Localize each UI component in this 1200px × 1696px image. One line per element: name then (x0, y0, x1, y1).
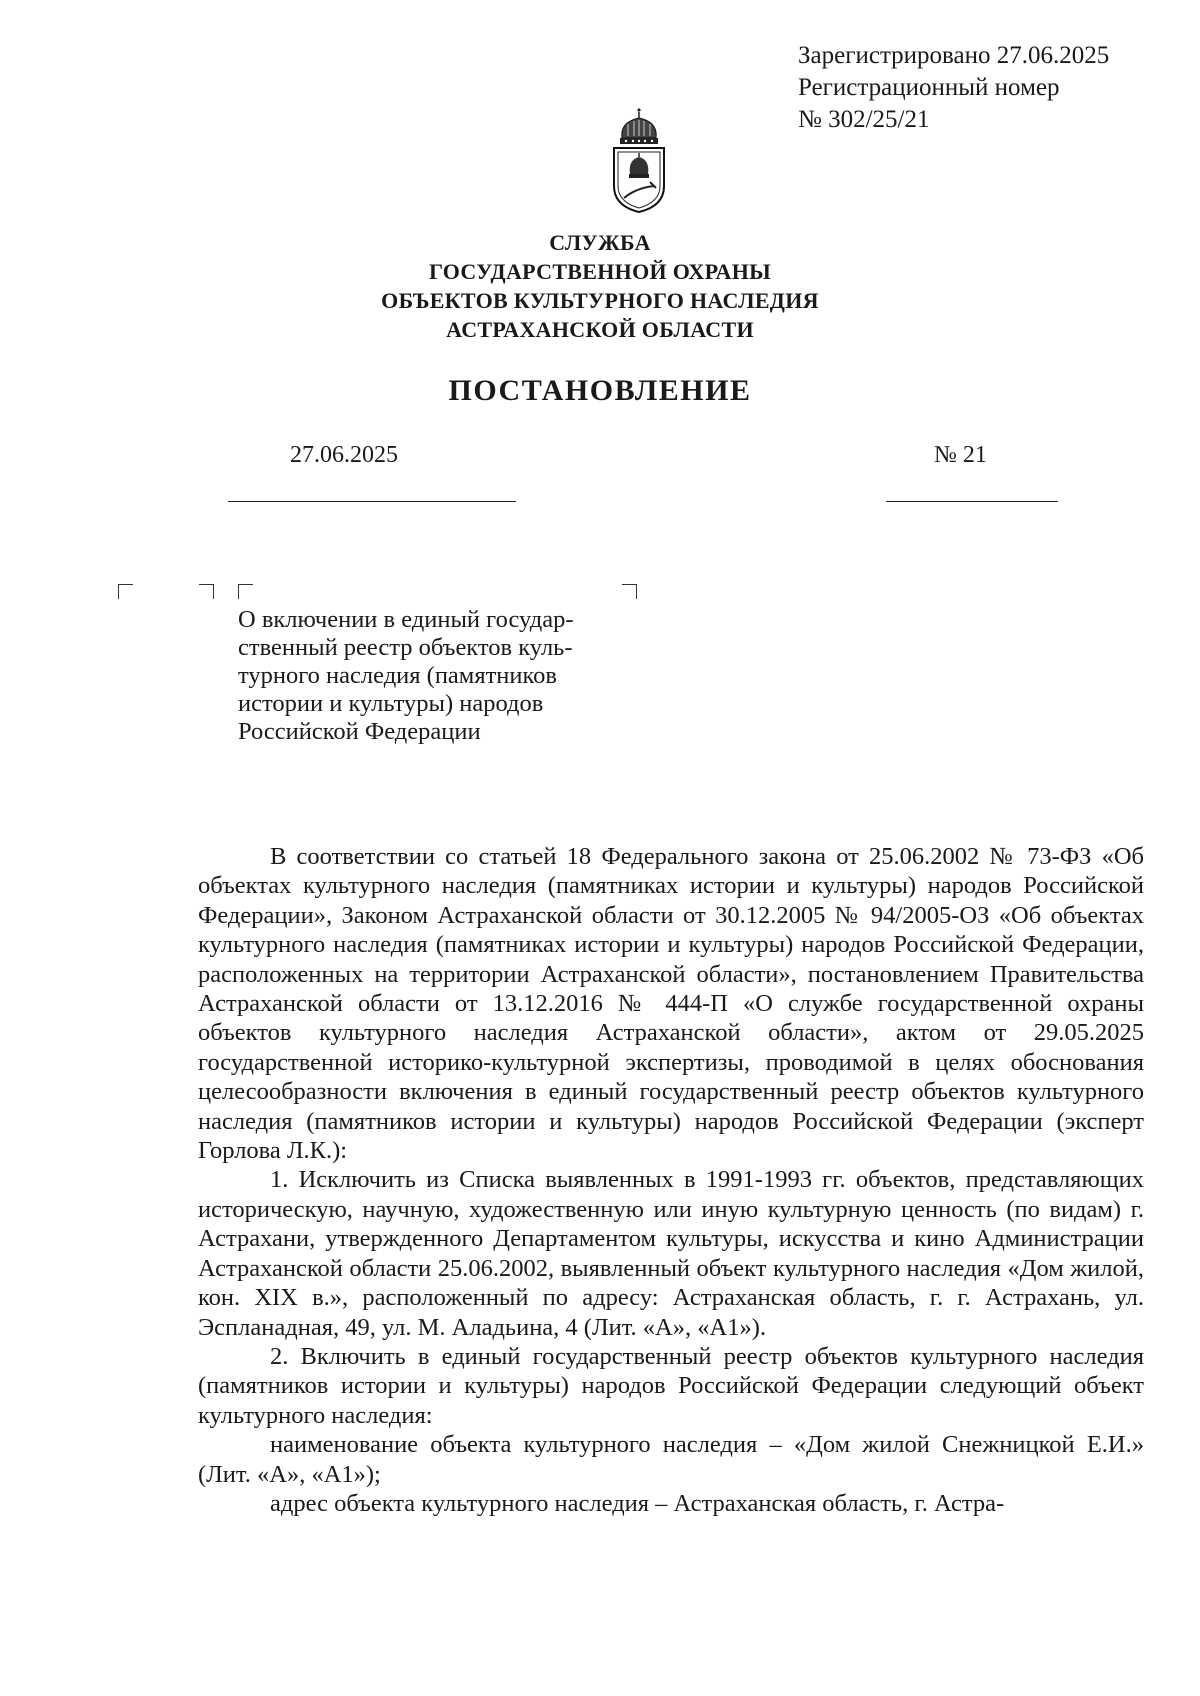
object-name-paragraph: наименование объекта культурного наследия – «Дом жилой Снежницкой Е.И.» (Лит. «А», «А1»); (198, 1431, 1144, 1488)
subject-line: Российской Федерации (238, 718, 481, 745)
corner-mark-left-top (118, 584, 133, 599)
agency-line: ОБЪЕКТОВ КУЛЬТУРНОГО НАСЛЕДИЯ (381, 288, 819, 313)
preamble-paragraph: В соответствии со статьей 18 Федерального закона от 25.06.2002 № 73-ФЗ «Об объектах культурного наследия (памятниках истории и культуры) народов Российской Федерации», Законом Астраханской области от 30.12.2005 № 94/2005-ОЗ «Об объектах культурного наследия (памятниках истории и культуры) народов Российской Федерации, расположенных на территории Астраханской области», постановлением Правительства Астраханской области от 13.12.2016 № 444-П «О службе государственной охраны объектов культурного наследия Астраханской области», актом от 29.05.2025 государственной историко-культурной экспертизы, проводимой в целях обоснования целесообразности включения в единый государственный реестр объектов культурного наследия (памятников истории и культуры) народов Российской Федерации (эксперт Горлова Л.К.): (198, 843, 1144, 1165)
corner-mark-left-top-right (199, 584, 214, 599)
agency-line: ГОСУДАРСТВЕННОЙ ОХРАНЫ (428, 259, 772, 284)
date-underline (228, 501, 516, 502)
registration-label: Регистрационный номер (798, 74, 1060, 101)
document-date: 27.06.2025 (290, 442, 398, 468)
agency-name (300, 228, 900, 344)
corner-mark-subject-left (238, 584, 253, 599)
subject-line: ственный реестр объектов куль- (238, 634, 573, 661)
coat-of-arms-icon (606, 108, 672, 216)
registration-date: Зарегистрировано 27.06.2025 (798, 42, 1110, 69)
clause-1-paragraph: 1. Исключить из Списка выявленных в 1991-1993 гг. объектов, представляющих историческую, научную, художественную или иную культурную ценность (по видам) г. Астрахани, утвержденного Департаментом культуры, искусства и кино Администрации Астраханской области 25.06.2002, выявленный объект культурного наследия «Дом жилой, кон. XIX в.», расположенный по адресу: Астраханская область, г. г. Астрахань, ул. Эспланадная, 49, ул. М. Аладьина, 4 (Лит. «А», «А1»). (198, 1166, 1144, 1341)
clause-2-paragraph: 2. Включить в единый государственный реестр объектов культурного наследия (памятников истории и культуры) народов Российской Федерации следующий объект культурного наследия: (198, 1342, 1144, 1429)
document-type-heading: ПОСТАНОВЛЕНИЕ (448, 374, 752, 407)
number-underline (886, 501, 1058, 502)
registration-stamp (798, 40, 1109, 136)
document-number: № 21 (934, 442, 987, 468)
document-subject (238, 606, 638, 746)
agency-line: АСТРАХАНСКОЙ ОБЛАСТИ (446, 317, 754, 342)
document-body (198, 842, 1144, 1518)
corner-mark-subject-right (622, 584, 637, 599)
subject-line: турного наследия (памятников (238, 662, 557, 689)
object-address-paragraph: адрес объекта культурного наследия – Астраханская область, г. Астра- (270, 1489, 1005, 1517)
registration-number: № 302/25/21 (798, 106, 930, 133)
subject-line: истории и культуры) народов (238, 690, 544, 717)
agency-line: СЛУЖБА (549, 230, 651, 255)
subject-line: О включении в единый государ- (238, 606, 574, 633)
